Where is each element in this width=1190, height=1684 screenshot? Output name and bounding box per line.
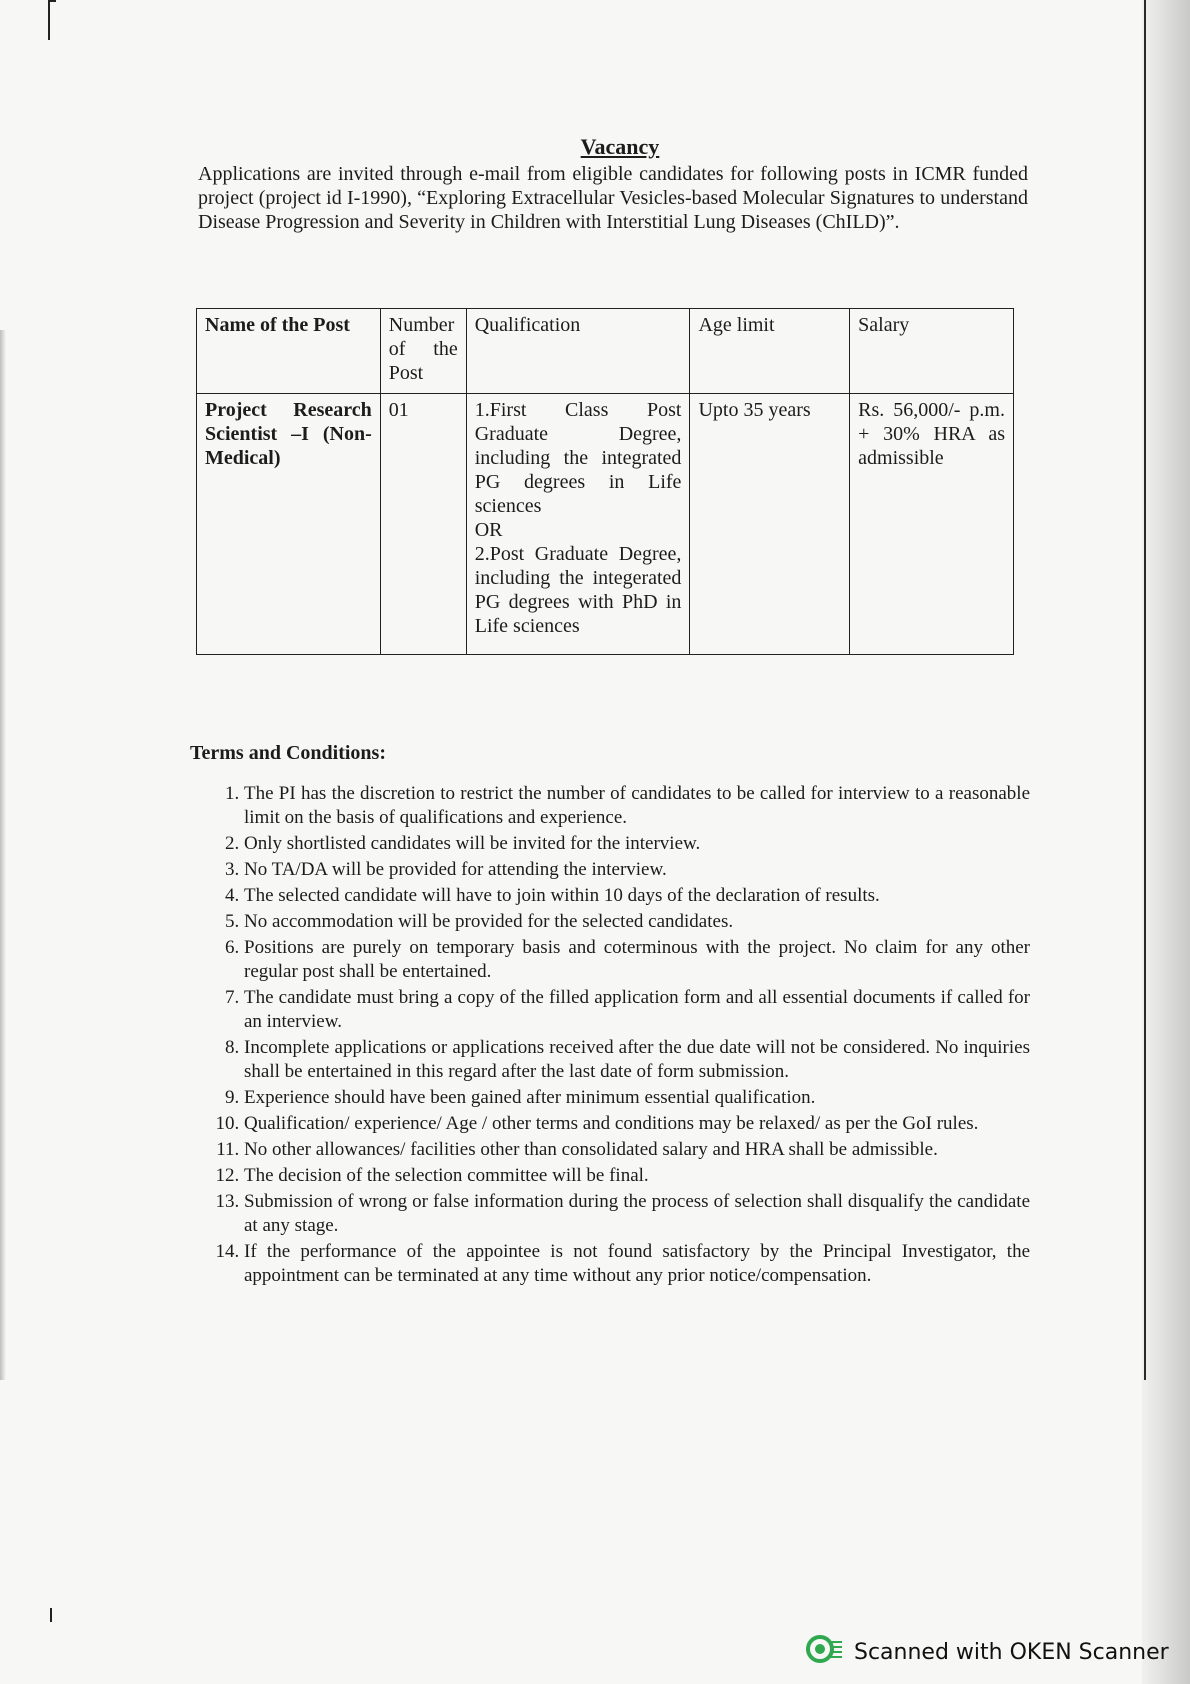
oken-scanner-logo-icon bbox=[806, 1635, 840, 1669]
list-item: 10. Qualification/ experience/ Age / other terms and conditions may be relaxed/ as per the GoI rules. bbox=[244, 1112, 1030, 1136]
vacancy-table bbox=[196, 308, 1014, 655]
cell-age-limit: Upto 35 years bbox=[690, 394, 850, 655]
scan-edge-shadow bbox=[0, 330, 6, 1380]
cell-number-of-posts: 01 bbox=[380, 394, 466, 655]
header-salary: Salary bbox=[850, 309, 1014, 394]
list-item: 8. Incomplete applications or applications received after the due date will not be considered. No inquiries shall be entertained in this regard after the last date of form submission. bbox=[244, 1036, 1030, 1084]
scanner-watermark bbox=[806, 1632, 1176, 1672]
intro-paragraph: Applications are invited through e-mail from eligible candidates for following posts in ICMR funded project (project id I-1990), “Exploring Extracellular Vesicles-based Molecular Signatures to understand Disease Progression and Severity in Children with Interstitial Lung Diseases (ChILD)”. bbox=[198, 163, 1028, 233]
header-qualification: Qualification bbox=[466, 309, 690, 394]
watermark-text: Scanned with OKEN Scanner bbox=[854, 1639, 1169, 1665]
list-item: 3. No TA/DA will be provided for attending the interview. bbox=[244, 858, 1030, 882]
list-item: 12. The decision of the selection committee will be final. bbox=[244, 1164, 1030, 1188]
cell-salary: Rs. 56,000/- p.m. + 30% HRA as admissible bbox=[850, 394, 1014, 655]
list-item: 7. The candidate must bring a copy of the filled application form and all essential documents if called for an interview. bbox=[244, 986, 1030, 1034]
table-row bbox=[197, 394, 1014, 655]
cell-post-name: Project Research Scientist –I (Non-Medical) bbox=[197, 394, 381, 655]
qualification-option-2: 2.Post Graduate Degree, including the integerated PG degrees with PhD in Life sciences bbox=[474, 543, 682, 637]
table-header-row bbox=[197, 309, 1014, 394]
header-age-limit: Age limit bbox=[690, 309, 850, 394]
scan-edge-mark bbox=[48, 0, 56, 2]
qualification-or: OR bbox=[474, 519, 503, 541]
cell-qualification bbox=[466, 394, 690, 655]
terms-list bbox=[210, 782, 1030, 1290]
list-item: 2. Only shortlisted candidates will be invited for the interview. bbox=[244, 832, 1030, 856]
list-item: 9. Experience should have been gained after minimum essential qualification. bbox=[244, 1086, 1030, 1110]
list-item: 14. If the performance of the appointee is not found satisfactory by the Principal Investigator, the appointment can be terminated at any time without any prior notice/compensation. bbox=[244, 1240, 1030, 1288]
scan-edge-shadow bbox=[1142, 0, 1190, 1684]
list-item: 5. No accommodation will be provided for the selected candidates. bbox=[244, 910, 1030, 934]
terms-heading: Terms and Conditions: bbox=[190, 742, 386, 764]
page-title: Vacancy bbox=[580, 134, 660, 159]
list-item: 1. The PI has the discretion to restrict the number of candidates to be called for interview to a reasonable limit on the basis of qualifications and experience. bbox=[244, 782, 1030, 830]
scan-edge-mark bbox=[48, 0, 50, 40]
header-number-of-posts: Number of the Post bbox=[380, 309, 466, 394]
qualification-option-1: 1.First Class Post Graduate Degree, including the integrated PG degrees in Life sciences bbox=[474, 399, 682, 517]
scan-edge-mark bbox=[50, 1608, 52, 1622]
list-item: 13. Submission of wrong or false information during the process of selection shall disqualify the candidate at any stage. bbox=[244, 1190, 1030, 1238]
header-post-name: Name of the Post bbox=[197, 309, 381, 394]
scan-edge-mark bbox=[1144, 0, 1146, 1380]
list-item: 6. Positions are purely on temporary basis and coterminous with the project. No claim for any other regular post shall be entertained. bbox=[244, 936, 1030, 984]
list-item: 11. No other allowances/ facilities other than consolidated salary and HRA shall be admissible. bbox=[244, 1138, 1030, 1162]
list-item: 4. The selected candidate will have to join within 10 days of the declaration of results. bbox=[244, 884, 1030, 908]
